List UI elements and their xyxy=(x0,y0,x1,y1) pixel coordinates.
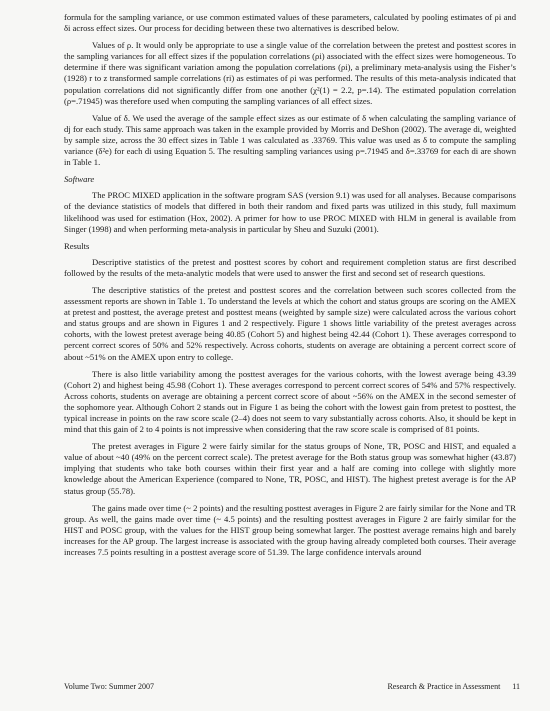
article-body xyxy=(64,12,516,564)
section-heading-software: Software xyxy=(64,174,95,185)
footer-right xyxy=(377,682,520,691)
footer-journal: Research & Practice in Assessment xyxy=(387,682,501,691)
page-footer xyxy=(64,682,520,691)
section-heading-results: Results xyxy=(64,240,90,251)
paragraph: formula for the sampling variance, or use common estimated values of these parameters, calculated by pooling estimates of ρi and δi across effect sizes. Our process for deciding between these two alternatives is described below. xyxy=(64,12,516,34)
paragraph: There is also little variability among the posttest averages for the various cohorts, with the lowest average being 43.39 (Cohort 2) and highest being 45.98 (Cohort 1). These averages correspond to percent correct scores of 54% and 57% respectively. Across cohorts, students on average are obtaining a percent correct score of about ~56% on the AMEX in the second semester of the sophomore year. Although Cohort 2 stands out in Figure 1 as being the cohort with the lowest gain from pretest to posttest, the typical increase in points on the raw score scale (2–4) does not seem to vary substantially across cohorts. Also, it should be kept in mind that this gain of 2 to 4 points is not impressive when considering that the raw score scale is comprised of 81 points. xyxy=(64,368,516,435)
paragraph: Descriptive statistics of the pretest and posttest scores by cohort and requirement completion status are first described followed by the results of the meta-analytic models that were used to answer the first and second set of research questions. xyxy=(64,256,516,278)
paragraph: The pretest averages in Figure 2 were fairly similar for the status groups of None, TR, POSC and HIST, and equaled a value of about ~40 (49% on the percent correct scale). The pretest average for the Both status group was somewhat higher (43.87) implying that students who take both courses within their first year and a half are coming into college with slightly more knowledge about the American Experience (compared to None, TR, POSC, and HIST). The highest pretest average is for the AP status group (55.78). xyxy=(64,441,516,496)
paragraph: Values of ρ. It would only be appropriate to use a single value of the correlation between the pretest and posttest scores in the sampling variances for all effect sizes if the population correlations (ρi) associated with the effect sizes were homogeneous. To determine if there was significant variation among the population correlations (ρi), a preliminary meta-analysis using the Fisher’s (1928) r to z transformed sample correlations (ri) as estimates of ρi was performed. The results of this meta-analysis indicated that population correlations did not significantly differ from one another (χ²(1) = 2.2, p=.14). The estimated population correlation (ρ=.71945) was therefore used when computing the sampling variances of all effect sizes. xyxy=(64,40,516,106)
paragraph: Value of δ. We used the average of the sample effect sizes as our estimate of δ when calculating the sampling variance of dj for each study. This same approach was taken in the example provided by Morris and DeShon (2002). The average di, weighted by sample size, across the 30 effect sizes in Table 1 was calculated as .33769. This value was used as δ to compute the sampling variance (δ²e) for each di using Equation 5. The resulting sampling variances using ρ=.71945 and δ=.33769 for each di are shown in Table 1. xyxy=(64,112,516,168)
paragraph: The descriptive statistics of the pretest and posttest scores and the correlation between such scores collected from the assessment reports are shown in Table 1. To understand the levels at which the cohort and status groups are scoring on the AMEX at pretest and posttest, the average pretest and posttest means (weighted by sample size) were calculated across the various cohort and status groups and are shown in Figures 1 and 2 respectively. Figure 1 shows little variability of the pretest averages across cohorts, with the lowest pretest average being 40.85 (Cohort 5) and highest being 42.44 (Cohort 1). These averages correspond to percent correct scores of 50% and 52% respectively. Across cohorts, students on average are obtaining a percent correct score of about ~51% on the AMEX upon entry to college. xyxy=(64,284,516,362)
paragraph: The gains made over time (~ 2 points) and the resulting posttest averages in Figure 2 are fairly similar for the None and TR group. As well, the gains made over time (~ 4.5 points) and the resulting posttest averages in Figure 2 are fairly similar for the HIST and POSC group, with the values for the HIST group being somewhat larger. The posttest average remains high and barely increases for the AP group. The largest increase is associated with the group having already completed both courses. Their average increases 7.5 points resulting in a posttest average score of 51.39. The large confidence intervals around xyxy=(64,502,516,558)
paragraph: The PROC MIXED application in the software program SAS (version 9.1) was used for all analyses. Because comparisons of the deviance statistics of models that differed in both their random and fixed parts was utilized in this study, full maximum likelihood was used for estimation (Hox, 2002). A primer for how to use PROC MIXED with HLM in general is available from Singer (1998) and when performing meta-analysis in particular by Sheu and Suzuki (2001). xyxy=(64,190,516,234)
page-number: 11 xyxy=(512,682,520,691)
footer-volume: Volume Two: Summer 2007 xyxy=(64,682,155,691)
